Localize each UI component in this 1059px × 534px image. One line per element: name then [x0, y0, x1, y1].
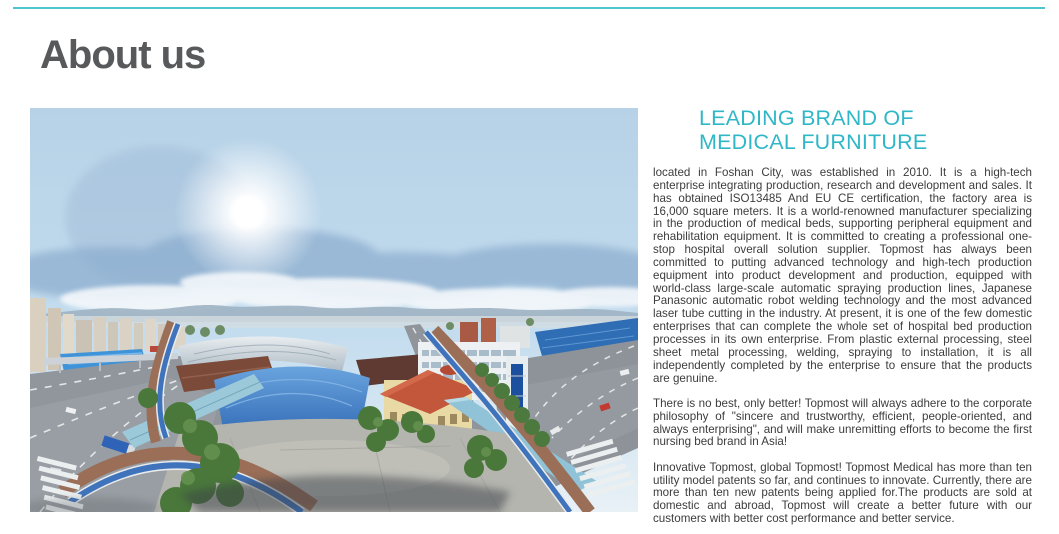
factory-panorama-illustration — [30, 108, 638, 512]
about-paragraph-1: located in Foshan City, was established in 2010. It is a high-tech enterprise integrating production, research and development and sales. It has obtained ISO13485 And EU CE certification, the factory area is 16,000 square meters. It is a world-renowned manufacturer specializing in the production of medical beds, supporting peripheral equipment and rehabilitation equipment. It is committed to creating a professional one-stop hospital overall solution supplier. Topmost has always been committed to putting advanced technology and high-tech production equipment into product development and production, equipped with world-class large-scale automatic spraying production lines, Japanese Panasonic automatic robot welding technology and the most advanced laser tube cutting in the industry. At present, it is one of the few domestic enterprises that can complete the whole set of hospital bed production processes in its own enterprise. From plastic external processing, steel sheet metal processing, welding, spraying to installation, it is all independently completed by the enterprise to ensure that the products are genuine. — [653, 166, 1032, 385]
page-title: About us — [40, 33, 206, 77]
about-paragraph-2: There is no best, only better! Topmost will always adhere to the corporate philosophy of "sincere and trustworthy, efficient, people-oriented, and always enterprising", and will make unremitting efforts to become the first nursing bed brand in Asia! — [653, 396, 1032, 449]
accent-top-rule — [13, 7, 1045, 9]
about-heading-line1: LEADING BRAND OF — [699, 106, 914, 130]
about-text-column — [653, 106, 1032, 526]
factory-panorama-photo — [30, 108, 638, 512]
about-heading — [653, 106, 1032, 154]
about-paragraph-3: Innovative Topmost, global Topmost! Topmost Medical has more than ten utility model patents so far, and continues to innovate. Currently, there are more than ten new patents being applied for.The products are sold at domestic and abroad, Topmost will create a better future with our customers with better cost performance and better service. — [653, 460, 1032, 526]
about-heading-line2: MEDICAL FURNITURE — [699, 130, 928, 154]
